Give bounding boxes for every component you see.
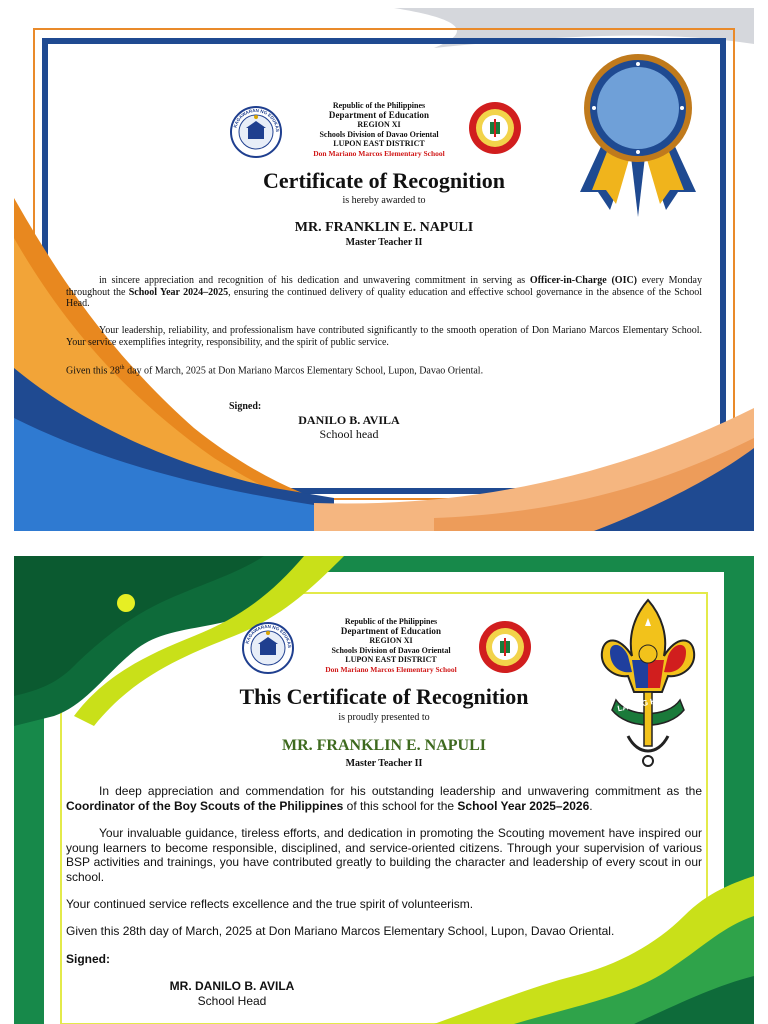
recipient-name: MR. FRANKLIN E. NAPULI (282, 737, 486, 754)
deped-ring-label-1: KAGAWARAN NG EDUKAS (232, 107, 281, 133)
bsp-motto: LAGING HANDA (616, 691, 680, 714)
agency-header (284, 101, 474, 158)
agency-header (296, 617, 486, 674)
header-school: Don Mariano Marcos Elementary School (325, 664, 457, 674)
certificate-title: Certificate of Recognition (263, 168, 505, 193)
certificate-title: This Certificate of Recognition (239, 684, 529, 709)
certificate-oic (14, 8, 754, 531)
header-division: Schools Division of Davao Oriental (331, 645, 451, 655)
deped-ring-label-2: KAGAWARAN NG EDUKAS (244, 623, 293, 649)
header-district: LUPON EAST DISTRICT (345, 655, 437, 664)
signatory-title: School head (319, 427, 379, 441)
signed-label: Signed: (229, 401, 262, 412)
signed-label: Signed: (66, 952, 110, 966)
recipient-position: Master Teacher II (345, 758, 423, 769)
svg-text:KAGAWARAN NG EDUKASYON (230, 106, 280, 132)
deped-seal-ring-text (242, 622, 294, 674)
signatory-name: MR. DANILO B. AVILA (169, 979, 295, 993)
header-division: Schools Division of Davao Oriental (319, 129, 439, 139)
signatory-title: School Head (197, 993, 267, 1008)
header-republic: Republic of the Philippines (332, 101, 426, 110)
body-paragraph-2: Your leadership, reliability, and professionalism have contributed significantly to the smooth operation of Don Mariano Marcos Elementary School. Your service exemplifies integrity, responsibility, and the spirit of public service. (66, 325, 702, 348)
body-paragraph-1: in sincere appreciation and recognition of his dedication and unwavering commitment in serving as Officer-in-Charge (OIC) every Monday throughout the School Year 2024–2025, ensuring the continued delivery of quality education and effective school governance in the absence of the School Head. (66, 275, 703, 309)
header-republic: Republic of the Philippines (344, 617, 438, 626)
body-paragraph-3: Your continued service reflects excellence and the true spirit of volunteerism. (66, 897, 474, 911)
body-paragraph-2: Your invaluable guidance, tireless efforts, and dedication in promoting the Scouting movement have inspired our young learners to become responsible, disciplined, and service-oriented citizens. Through your supervision of various BSP activities and trainings, you have contributed greatly to building the character and leadership of every scout in our school. (66, 826, 702, 884)
signatory-name: DANILO B. AVILA (298, 413, 400, 427)
school-seal-icon (468, 101, 522, 155)
recipient-position: Master Teacher II (345, 237, 423, 248)
school-seal-icon (478, 620, 532, 674)
header-region: REGION XI (369, 636, 413, 645)
signatory-block (152, 979, 312, 1008)
recipient-name: MR. FRANKLIN E. NAPULI (294, 220, 474, 235)
body-paragraph-1: In deep appreciation and commendation for his outstanding leadership and unwavering commitment as the Coordinator of the Boy Scouts of the Philippines of this school for the School Year 2025–2026. (66, 784, 702, 813)
bsp-emblem-icon (598, 596, 698, 771)
given-date-paragraph: Given this 28th day of March, 2025 at Don Mariano Marcos Elementary School, Lupon, Davao Oriental. (66, 924, 615, 938)
certificate-subtitle: is hereby awarded to (342, 195, 426, 206)
certificate-bsp (14, 556, 754, 1024)
svg-text:KAGAWARAN NG EDUKASYON (242, 622, 292, 648)
header-district: LUPON EAST DISTRICT (333, 139, 425, 148)
signatory-block (284, 413, 414, 441)
header-region: REGION XI (357, 120, 401, 129)
header-school: Don Mariano Marcos Elementary School (313, 148, 445, 158)
deped-seal-ring-text (230, 106, 282, 158)
given-date-paragraph: Given this 28th day of March, 2025 at Don Mariano Marcos Elementary School, Lupon, Davao Oriental. (66, 365, 484, 377)
certificate-subtitle: is proudly presented to (338, 712, 430, 723)
header-department: Department of Education (328, 109, 430, 120)
header-department: Department of Education (340, 625, 442, 636)
